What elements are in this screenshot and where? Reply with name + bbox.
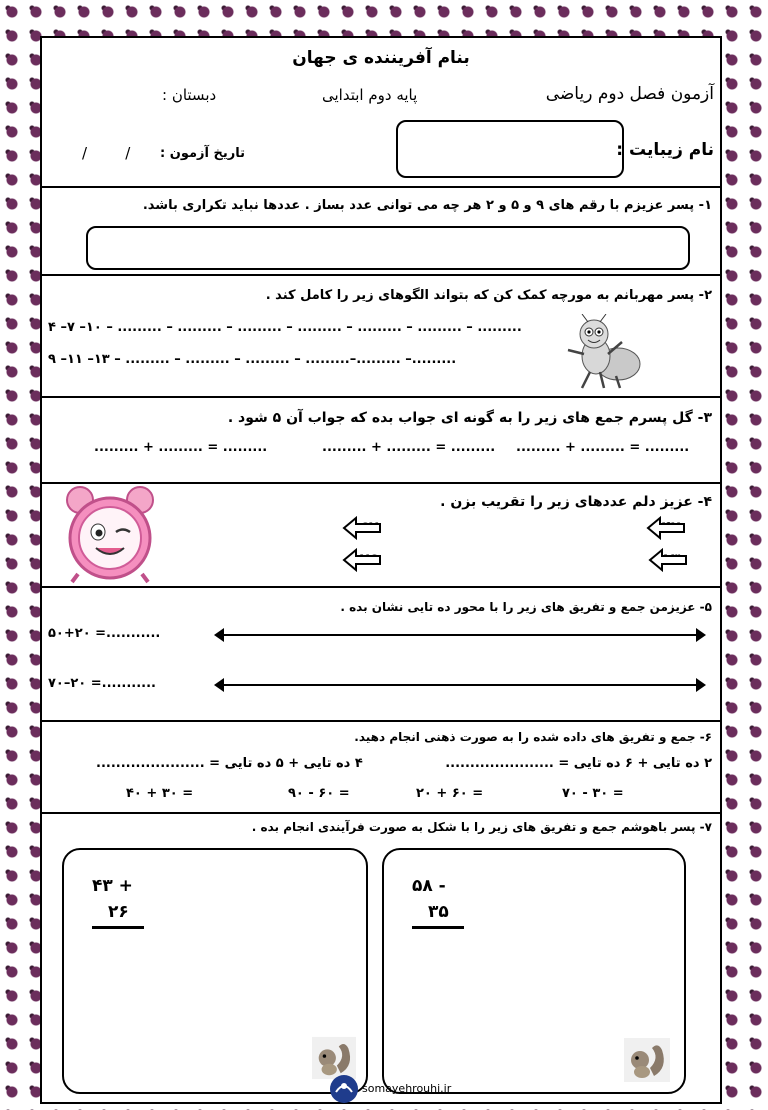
q3-text: ۳- گل پسرم جمع های زیر را به گونه ای جواب بده که جواب آن ۵ شود . xyxy=(227,410,712,426)
alarm-clock-cartoon-image xyxy=(54,486,166,584)
q6-line-left: ۴ ده تایی + ۵ ده تایی = ...................... xyxy=(96,756,363,771)
q7-text: ۷- پسر باهوشم جمع و تفریق های زیر را با شکل به صورت فرآیندی انجام بده . xyxy=(251,820,712,834)
q6-calc-3: ۹۰ - ۶۰ = xyxy=(288,786,350,801)
number-line-1 xyxy=(220,634,700,636)
basmala: بنام آفریننده ی جهان xyxy=(292,48,470,68)
q2-text: ۲- پسر مهربانم به مورچه کمک کن که بتواند الگوهای زیر را کامل کند . xyxy=(265,288,712,303)
q3-equation-1: ......... + ......... = ......... xyxy=(516,440,690,455)
q5-text: ۵- عزیزمن جمع و تفریق های زیر را با محور ده تایی نشان بده . xyxy=(340,600,712,614)
question-4 xyxy=(42,484,720,588)
question-6 xyxy=(42,722,720,814)
add-top-number: ۴۳ + xyxy=(92,876,133,896)
sub-underline xyxy=(412,926,464,929)
question-5 xyxy=(42,588,720,722)
question-7 xyxy=(42,814,720,1106)
q3-equation-3: ......... + ......... = ......... xyxy=(94,440,268,455)
left-arrow-icon xyxy=(342,516,382,540)
sub-bottom-number: ۳۵ xyxy=(428,902,449,922)
q6-calc-1: ۷۰ - ۳۰ = xyxy=(562,786,624,801)
q6-calc-4: ۴۰ + ۳۰ = xyxy=(126,786,194,801)
q5-expression-2: ۷۰–۲۰ =........... xyxy=(48,676,156,691)
q2-pattern-row-1: ۴ –۷ –۱۰ – ......... – ......... – ......... – ......... – ......... – ......... – ......... xyxy=(48,320,522,335)
exam-sheet xyxy=(40,36,722,1104)
subtraction-work-box[interactable] xyxy=(382,848,686,1094)
q3-equation-2: ......... + ......... = ......... xyxy=(322,440,496,455)
question-1 xyxy=(42,188,720,276)
left-arrow-icon xyxy=(646,516,686,540)
left-arrow-icon xyxy=(342,548,382,572)
name-input-box[interactable] xyxy=(396,120,624,178)
q4-text: ۴- عزیز دلم عددهای زیر را تقریب بزن . xyxy=(440,494,712,510)
header-section xyxy=(42,38,720,188)
addition-work-box[interactable] xyxy=(62,848,368,1094)
question-3 xyxy=(42,398,720,484)
grade-label: پایه دوم ابتدایی xyxy=(322,86,418,104)
q6-calc-2: ۲۰ + ۶۰ = xyxy=(416,786,484,801)
q6-line-right: ۲ ده تایی + ۶ ده تایی = ...................... xyxy=(445,756,712,771)
website-url[interactable]: somayehrouhi.ir xyxy=(362,1082,452,1095)
add-bottom-number: ۲۶ xyxy=(108,902,129,922)
date-label: تاریخ آزمون : xyxy=(160,146,245,161)
left-arrow-icon xyxy=(648,548,688,572)
q2-pattern-row-2: ۹ –۱۱ –۱۳ – ......... – ......... – ......... – .........–......... –......... xyxy=(48,352,457,367)
q1-text: ۱- پسر عزیزم با رقم های ۹ و ۵ و ۲ هر چه می توانی عدد بساز . عددها نباید تکراری باشد. xyxy=(142,198,712,213)
exam-title: آزمون فصل دوم ریاضی xyxy=(545,84,714,104)
name-label: نام زیبایت : xyxy=(616,140,714,160)
question-2 xyxy=(42,276,720,398)
q1-answer-box[interactable] xyxy=(86,226,690,270)
add-underline xyxy=(92,926,144,929)
sub-top-number: ۵۸ - xyxy=(412,876,446,896)
date-slashes: / / xyxy=(82,144,131,162)
ant-cartoon-image xyxy=(560,314,644,392)
number-line-2 xyxy=(220,684,700,686)
q6-text: ۶- جمع و تفریق های داده شده را به صورت ذهنی انجام دهید. xyxy=(354,730,712,744)
q5-expression-1: ۵۰+۲۰ =........... xyxy=(48,626,161,641)
squirrel-icon xyxy=(624,1038,670,1082)
school-label: دبستان : xyxy=(162,86,217,104)
site-logo-icon xyxy=(328,1074,360,1104)
